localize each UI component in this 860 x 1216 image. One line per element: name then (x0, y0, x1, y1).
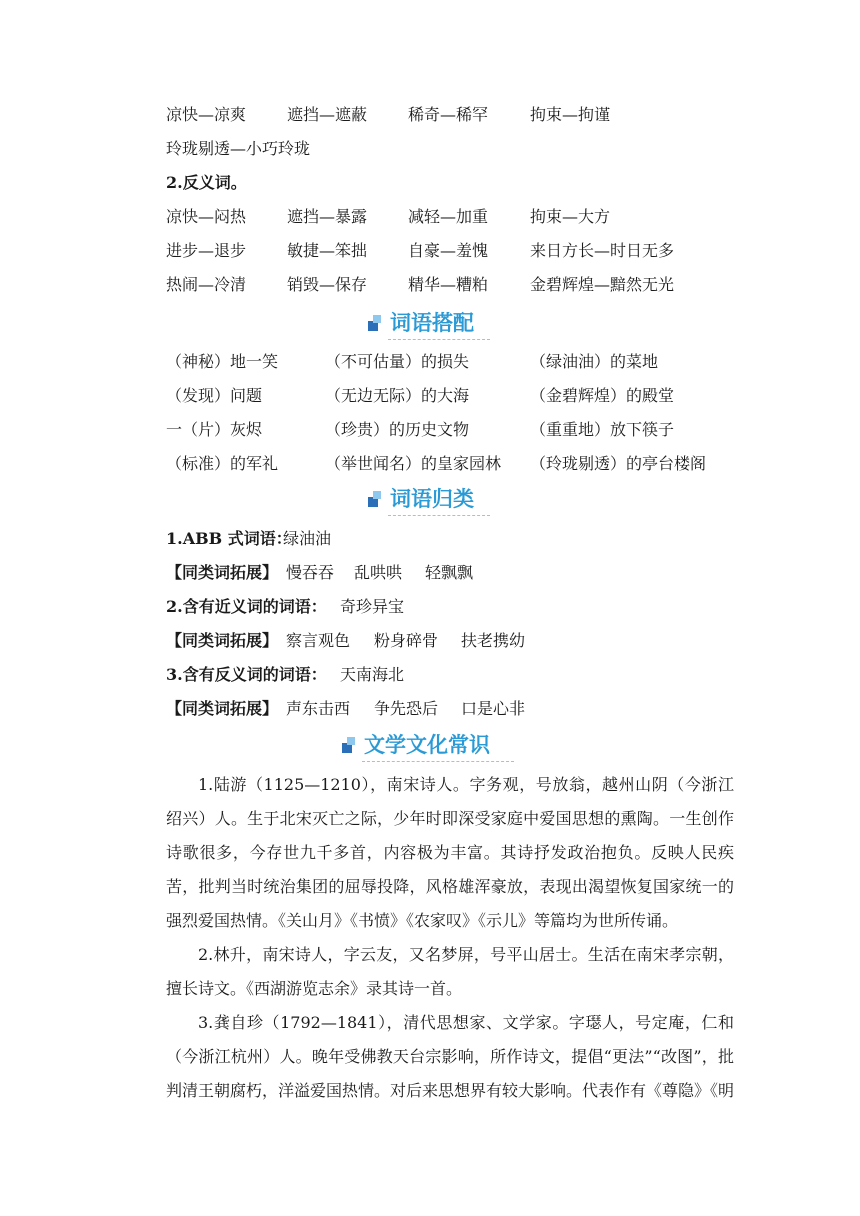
collocation-item: （绿油油）的菜地 (530, 352, 659, 371)
classification-row (0, 658, 860, 692)
collocation-row (0, 413, 860, 447)
word-pair: 遮挡—暴露 (287, 207, 368, 226)
word-pair: 玲珑剔透—小巧玲珑 (166, 139, 311, 158)
extension-word: 粉身碎骨 (374, 631, 439, 650)
classification-value: 绿油油 (283, 529, 332, 548)
classification-label: 3.含有反义词的词语： (166, 665, 327, 684)
classification-label: 1.ABB 式词语： (166, 529, 292, 548)
extension-word: 乱哄哄 (354, 563, 403, 582)
extension-word: 察言观色 (286, 631, 351, 650)
extension-word: 声东击西 (286, 699, 351, 718)
extension-word: 慢吞吞 (286, 563, 335, 582)
extension-label: 【同类词拓展】 (166, 631, 279, 650)
antonym-title: 2.反义词。 (166, 173, 247, 192)
antonym-title-row (0, 166, 860, 200)
collocation-row (0, 345, 860, 379)
literature-paragraph: 3.龚自珍（1792—1841），清代思想家、文学家。字璱人，号定庵，仁和（今浙江杭州）人。晚年受佛教天台宗影响，所作诗文，提倡“更法”“改图”，批判清王朝腐朽，洋溢爱国热情。对后来思想界有较大影响。代表作有《尊隐》《明 (166, 1013, 735, 1100)
heading-text: 词语归类 (390, 487, 474, 511)
collocation-item: 一（片）灰烬 (166, 420, 263, 439)
collocation-item: （举世闻名）的皇家园林 (325, 454, 502, 473)
literature-paragraph: 1.陆游（1125—1210），南宋诗人。字务观，号放翁，越州山阴（今浙江绍兴）人。生于北宋灭亡之际，少年时即深受家庭中爱国思想的熏陶。一生创作诗歌很多，今存世九千多首，内容极为丰富。其诗抒发政治抱负。反映人民疾苦，批判当时统治集团的屈辱投降，风格雄浑豪放，表现出渴望恢复国家统一的强烈爱国热情。《关山月》《书愤》《农家叹》《示儿》等篇均为世所传诵。 (166, 775, 734, 930)
classification-value: 奇珍异宝 (340, 597, 405, 616)
synonym-row (0, 132, 860, 166)
word-pair: 进步—退步 (166, 241, 247, 260)
section-heading-literature (342, 726, 514, 766)
collocation-item: （玲珑剔透）的亭台楼阁 (530, 454, 707, 473)
word-pair: 凉快—闷热 (166, 207, 247, 226)
word-pair: 遮挡—遮蔽 (287, 105, 368, 124)
synonym-row (0, 98, 860, 132)
collocation-item: （珍贵）的历史文物 (325, 420, 470, 439)
collocation-item: （发现）问题 (166, 386, 263, 405)
word-pair: 销毁—保存 (287, 275, 368, 294)
extension-word: 轻飘飘 (425, 563, 474, 582)
word-pair: 减轻—加重 (408, 207, 489, 226)
extension-row (0, 556, 860, 590)
extension-label: 【同类词拓展】 (166, 699, 279, 718)
word-pair: 精华—糟粕 (408, 275, 489, 294)
extension-word: 口是心非 (461, 699, 526, 718)
extension-word: 扶老携幼 (461, 631, 526, 650)
word-pair: 拘束—拘谨 (530, 105, 611, 124)
word-pair: 敏捷—笨拙 (287, 241, 368, 260)
section-heading-collocation (368, 304, 490, 344)
extension-word: 争先恐后 (374, 699, 439, 718)
collocation-item: （无边无际）的大海 (325, 386, 470, 405)
classification-value: 天南海北 (340, 665, 405, 684)
collocation-item: （重重地）放下筷子 (530, 420, 675, 439)
collocation-item: （金碧辉煌）的殿堂 (530, 386, 675, 405)
word-pair: 凉快—凉爽 (166, 105, 247, 124)
collocation-row (0, 379, 860, 413)
antonym-row (0, 200, 860, 234)
collocation-row (0, 447, 860, 481)
word-pair: 金碧辉煌—黯然无光 (530, 275, 675, 294)
antonym-row (0, 234, 860, 268)
heading-text: 文学文化常识 (364, 733, 490, 757)
collocation-item: （不可估量）的损失 (325, 352, 470, 371)
antonym-row (0, 268, 860, 302)
classification-row (0, 522, 860, 556)
classification-label: 2.含有近义词的词语： (166, 597, 327, 616)
extension-row (0, 624, 860, 658)
word-pair: 拘束—大方 (530, 207, 611, 226)
heading-marker-icon (368, 315, 382, 331)
section-heading-classification (368, 480, 490, 520)
word-pair: 热闹—冷清 (166, 275, 247, 294)
extension-label: 【同类词拓展】 (166, 563, 279, 582)
heading-marker-icon (368, 491, 382, 507)
word-pair: 来日方长—时日无多 (530, 241, 675, 260)
collocation-item: （标准）的军礼 (166, 454, 279, 473)
word-pair: 稀奇—稀罕 (408, 105, 489, 124)
classification-row (0, 590, 860, 624)
word-pair: 自豪—羞愧 (408, 241, 489, 260)
heading-marker-icon (342, 737, 356, 753)
literature-paragraph: 2.林升，南宋诗人，字云友，又名梦屏，号平山居士。生活在南宋孝宗朝，擅长诗文。《西湖游览志余》录其诗一首。 (166, 945, 734, 998)
extension-row (0, 692, 860, 726)
collocation-item: （神秘）地一笑 (166, 352, 279, 371)
heading-text: 词语搭配 (390, 311, 474, 335)
